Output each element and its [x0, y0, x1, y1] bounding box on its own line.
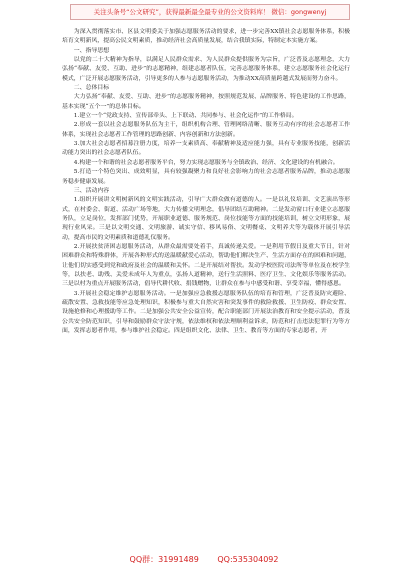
- body-paragraph: 大力弘扬“奉献、友爱、互助、进步”的志愿服务精神，按照规范发展、品牌服务、特色建设的工作思路，基本实现“五个一”的总体目标。: [62, 94, 350, 110]
- body-paragraph: 1.组织开展讲文明树新风的文明实践活动，引导广大群众做有道德的人。一是以礼仪培训、文艺演出等形式，在村委会、街道、活动广场等地，大力传播文明理念，倡导团结互助精神。二是发动窗口行业建立志愿服务队，立足岗位，发挥部门优势，开展职业道德、服务规范、岗位技能等方面的技能培训，树立文明形象，展现行业风采。三是以文明交通、文明旅游、诚实守信、移风易俗、文明餐桌、文明养犬等为载体开展引导活动，提高市民的文明素质和道德礼仪服务。: [62, 197, 350, 241]
- page-footer: [0, 554, 408, 565]
- footer-qq-group: QQ群：31991489: [129, 555, 199, 564]
- body-paragraph: 以党的二十大精神为指导，以满足人民群众需求、为人民群众提供服务为宗旨，广泛普及志愿理念，大力弘扬“奉献、友爱、互助、进步”的志愿精神，组建志愿者队伍，完善志愿服务体系，建立志愿服务社会化运行模式，广泛开展志愿服务活动，引导更多的人参与志愿服务活动，为推动XX高质量跨越式发展而努力奋斗。: [62, 57, 350, 82]
- body-paragraph: 3.加大社会志愿者招募注册力度，培养一支素质高、奉献精神及适应能力强，具有专业服务技能，创新活动能力突出的社会志愿者队伍。: [62, 141, 350, 157]
- body-paragraph: 2.形成一套以社会志愿服务队伍为主干，组织机构合理、管理网络清晰、服务互动有序的社会志愿者工作体系，实现社会志愿者工作管理的思路创新、内容创新和方法创新。: [62, 122, 350, 138]
- body-paragraph: 3.开展社会稳定维护志愿服务活动。一是加强应急救援志愿服务队伍的培育和管理，广泛普及防灾避险、疏散安置、急救技能等应急处理知识，积极参与重大自然灾害和突发事件的救险救援、卫生防疫、群众安置、设施抢修和心理援助等工作。二是加强公共安全公益宣传，配合职能部门开展法治教育和安全提示活动，普及公共安全防范知识，引导和鼓励群众守法守规，依法维权和依法理顺利益诉求，防范和打击违法犯罪行为等方面，发挥志愿者作用，参与维护社会稳定。四是组织文化、法律、卫生、教育等方面的专家志愿者，开: [62, 290, 350, 334]
- section-heading: 三、活动内容: [73, 187, 110, 194]
- section-heading: 一、指导思想: [73, 47, 110, 54]
- footer-qq-number: QQ:535304092: [217, 555, 279, 564]
- section-heading: 二、总体目标: [73, 85, 110, 92]
- promo-banner: 关注头条号“公文研究”，获得最新最全最专业的公文资料库！ 微信：gongwenyj: [70, 4, 350, 20]
- body-paragraph: 为深入贯彻落实市、区县文明委关于加强志愿服务活动的要求，进一步完善XX镇社会志愿服务体系，积极培育文明新风，提高公民文明素质，推动经济社会高质量发展，结合我镇实际，特制定本实施方案。: [62, 29, 350, 45]
- body-paragraph: 4.构建一个和谐的社会志愿者服务平台，努力实现志愿服务与全镇政治、经济、文化建设的有机融合。: [73, 159, 339, 166]
- body-paragraph: 1.建立一个“党政支持、宣传部牵头、上下联动、共同参与、社会化运作”的工作格局。: [73, 113, 298, 120]
- body-paragraph: 2.开展扶贫济困志愿服务活动，从群众最需要处着手，真诚传递关爱。一是利用节假日及重大节日，针对困难群众和特殊群体，开展各种形式的送温暖献爱心活动，帮助他们解决生产、生活方面存在的困难和问题，让他们切实感受到党和政府及社会的温暖和关怀。二是开展结对帮扶。发动学校医院司法所等单位及在校学生等，以扶老、助残、关爱未成年人为重点，弘扬人道精神，送行生活照料、医疗卫生、文化娱乐等服务活动。三是以村为重点开展服务活动，倡导代耕代收、捐钱赠物，让群众在参与中感受和谐、享受幸福，懂得感恩。: [62, 243, 350, 288]
- document-body: [62, 28, 350, 336]
- body-paragraph: 5.打造一个特色突出、成效明显，具有较强凝聚力和良好社会影响力的社会志愿者服务品牌，推动志愿服务稳步健康发展。: [62, 169, 350, 185]
